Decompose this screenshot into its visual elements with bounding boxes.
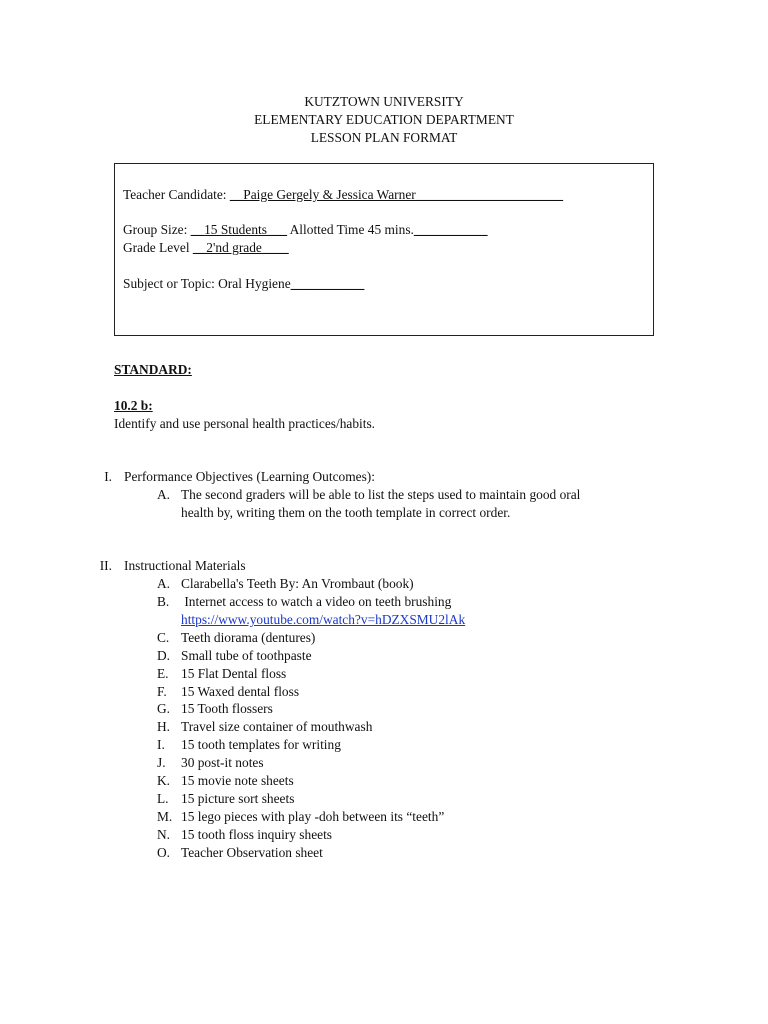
- format-title: LESSON PLAN FORMAT: [310, 130, 458, 145]
- video-link-line: [181, 611, 465, 629]
- teacher-label: Teacher Candidate:: [123, 187, 230, 202]
- item-letter: A.: [157, 487, 171, 502]
- document-header: [0, 93, 768, 147]
- subject-label: Subject or Topic: Oral Hygiene: [123, 276, 291, 291]
- group-value: __15 Students___: [190, 222, 288, 237]
- section-title: Instructional Materials: [124, 558, 246, 573]
- material-item: 15 picture sort sheets: [181, 791, 295, 806]
- item-letter: O.: [157, 845, 171, 860]
- objective-line-2: health by, writing them on the tooth template in correct order.: [181, 505, 511, 520]
- item-letter: N.: [157, 827, 171, 842]
- group-label: Group Size:: [123, 222, 191, 237]
- teacher-value: __Paige Gergely & Jessica Warner______________________: [229, 187, 564, 202]
- standard-heading: STANDARD:: [114, 362, 192, 377]
- material-item: Internet access to watch a video on teeth brushing: [181, 594, 452, 609]
- grade-label: Grade Level: [123, 240, 193, 255]
- material-item: 15 Waxed dental floss: [181, 684, 300, 699]
- info-box: [114, 163, 654, 336]
- time-value: ___________: [413, 222, 488, 237]
- subject-value: ___________: [290, 276, 365, 291]
- material-item: Clarabella's Teeth By: An Vrombaut (book): [181, 576, 414, 591]
- material-item: Small tube of toothpaste: [181, 648, 312, 663]
- material-item: 15 tooth templates for writing: [181, 737, 341, 752]
- item-letter: A.: [157, 576, 171, 591]
- item-letter: I.: [157, 737, 165, 752]
- university-name: KUTZTOWN UNIVERSITY: [304, 94, 464, 109]
- material-item: 15 Tooth flossers: [181, 701, 273, 716]
- material-item: 30 post-it notes: [181, 755, 264, 770]
- time-label: Allotted Time 45 mins.: [287, 222, 414, 237]
- item-letter: F.: [157, 684, 167, 699]
- teacher-candidate-line: [123, 186, 563, 204]
- section-title: Performance Objectives (Learning Outcomes):: [124, 469, 375, 484]
- item-letter: K.: [157, 773, 171, 788]
- material-item: 15 movie note sheets: [181, 773, 294, 788]
- material-item: 15 Flat Dental floss: [181, 666, 287, 681]
- item-letter: H.: [157, 719, 171, 734]
- objective-line-1: The second graders will be able to list the steps used to maintain good oral: [181, 487, 581, 502]
- material-item: Travel size container of mouthwash: [181, 719, 373, 734]
- item-letter: D.: [157, 648, 171, 663]
- material-item: Teeth diorama (dentures): [181, 630, 316, 645]
- item-letter: E.: [157, 666, 169, 681]
- item-letter: C.: [157, 630, 170, 645]
- material-item: 15 tooth floss inquiry sheets: [181, 827, 333, 842]
- grade-value: __2'nd grade____: [192, 240, 289, 255]
- item-letter: J.: [157, 755, 166, 770]
- grade-level-line: [123, 239, 289, 257]
- material-item: 15 lego pieces with play -doh between its “teeth”: [181, 809, 445, 824]
- item-letter: L.: [157, 791, 169, 806]
- item-letter: M.: [157, 809, 173, 824]
- item-letter: B.: [157, 594, 170, 609]
- standard-code: 10.2 b:: [114, 398, 153, 413]
- material-item: Teacher Observation sheet: [181, 845, 323, 860]
- subject-line: [123, 275, 364, 293]
- standard-text: Identify and use personal health practices/habits.: [114, 416, 376, 431]
- item-letter: G.: [157, 701, 171, 716]
- department-name: ELEMENTARY EDUCATION DEPARTMENT: [254, 112, 514, 127]
- youtube-video-link[interactable]: https://www.youtube.com/watch?v=hDZXSMU2lAk: [181, 612, 466, 627]
- group-size-line: [123, 221, 488, 239]
- section-numeral: I.: [104, 469, 112, 484]
- section-numeral: II.: [99, 558, 112, 573]
